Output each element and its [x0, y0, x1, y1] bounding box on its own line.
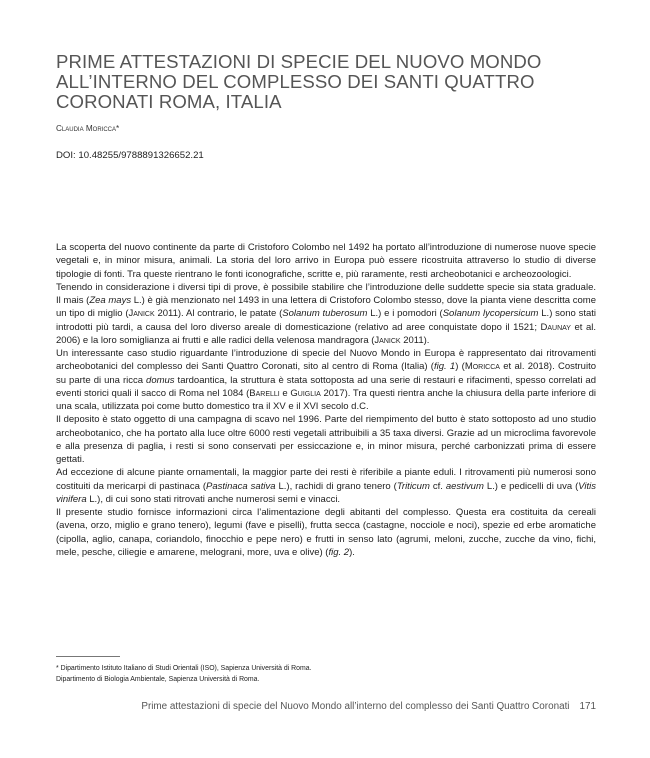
text-run: L.) e pedicelli di uva ( — [483, 480, 579, 492]
citation-author: Guiglia — [290, 387, 321, 399]
species-name: Solanum tuberosum — [282, 308, 368, 320]
text-run: et al. 2018). Costruito su parte di una ricca — [56, 361, 596, 386]
text-run: ). — [349, 546, 355, 558]
citation-author: Daunay — [540, 321, 571, 333]
latin-term: domus — [146, 374, 175, 386]
article-body — [56, 241, 596, 559]
text-run: cf. — [429, 480, 446, 492]
text-run: Ad eccezione di alcune piante ornamentali, la maggior parte dei resti è riferibile a piante eduli. I ritrovamenti più numerosi sono costituiti da mericarpi di pastinaca ( — [56, 467, 596, 492]
paragraph-2 — [56, 281, 596, 347]
species-name: Triticum — [396, 480, 430, 492]
text-run: 2011). — [400, 334, 430, 346]
figure-reference: fig. 2 — [328, 546, 350, 558]
citation-author: Janick — [374, 334, 401, 346]
paragraph-5 — [56, 466, 596, 506]
citation-author: Janick — [128, 308, 155, 320]
text-run: tardoantica, la struttura è stata sottoposta ad una serie di restauri e rifacimenti, spesso correlati ad eventi storici quali il sacco di Roma nel 1084 ( — [56, 374, 597, 399]
paragraph-4: Il deposito è stato oggetto di una campagna di scavo nel 1996. Parte del riempimento del butto è stato sottoposto ad uno studio archeobotanico, che ha portato alla luce oltre 6000 resti vegetali attribuibili a 35 taxa diversi. Grazie ad un microclima favorevole e alla presenza di paglia, i resti si sono conservati per essiccazione e, in minor misura, perché carbonizzati prima di essere gettati. — [56, 414, 596, 465]
footnote-divider — [56, 656, 120, 657]
footnotes — [56, 664, 311, 685]
text-run: 2011). Al contrario, le patate ( — [154, 308, 283, 320]
text-run: Il presente studio fornisce informazioni circa l’alimentazione degli abitanti del complesso. Questa era costituita da cereali (avena, orzo, miglio e grano tenero), legumi (fave e piselli), frutta secca (castagne, nocciole e noci), spezie ed erbe aromatiche (cipolla, aglio, canapa, coriandolo, finocchio e pepe nero) e frutti in senso lato (agrumi, meloni, zucche, zucche da vino, fichi, mele, pesche, ciliegie e amarene, melograni, more, uva e olive) ( — [56, 507, 596, 558]
article-title: PRIME ATTESTAZIONI DI SPECIE DEL NUOVO MONDO ALL’INTERNO DEL COMPLESSO DEI SANTI QUATTRO CORONATI ROMA, ITALIA — [56, 51, 542, 112]
citation-author: Moricca — [464, 361, 500, 373]
text-run: 2017). Tra questi rientra anche la chiusura della parte inferiore di una scala, utilizzata poi come butto domestico tra il XV e il XVI secolo d.C. — [56, 387, 597, 412]
text-run: Tenendo in considerazione i diversi tipi di prove, è possibile stabilire che l’introduzione delle suddette specie sia stata graduale. Il mais ( — [56, 281, 596, 306]
species-name: Pastinaca sativa — [206, 480, 276, 492]
text-run: L.) sono stati introdotti più tardi, a causa del loro diverso areale di domesticazione (relativo ad aree conquistate dopo il 1521; — [56, 308, 597, 333]
text-run: et al. 2006) e la loro somiglianza ai frutti e alle radici della velenosa mandragora ( — [56, 321, 596, 346]
species-name: Solanum lycopersicum — [442, 308, 539, 320]
paragraph-1: La scoperta del nuovo continente da parte di Cristoforo Colombo nel 1492 ha portato all’introduzione di numerose nuove specie vegetali e, in minor misura, animali. La storia del loro arrivo in Europa può essere ricostruita attraverso lo studio di diverse tipologie di fonti. Tra queste rientrano le fonti iconografiche, scritte e, più raramente, resti archeobotanici e archeozoologici. — [56, 242, 596, 280]
running-footer-title: Prime attestazioni di specie del Nuovo Mondo all’interno del complesso dei Santi Quattro Coronati — [141, 701, 570, 712]
footnote-affiliation-1: * Dipartimento Istituto Italiano di Studi Orientali (ISO), Sapienza Università di Roma. — [56, 665, 312, 672]
text-run: ) ( — [455, 361, 465, 373]
species-name: aestivum — [445, 480, 484, 492]
citation-author: Barelli — [249, 387, 280, 399]
footnote-affiliation-2: Dipartimento di Biologia Ambientale, Sapienza Università di Roma. — [56, 675, 260, 683]
author-name — [56, 124, 119, 133]
species-name: Zea mays — [89, 295, 132, 306]
text-run: L.) è già menzionato nel 1493 in una lettera di Cristoforo Colombo stesso, dove la pianta viene descritta come un tipo di miglio ( — [56, 295, 596, 320]
doi: DOI: 10.48255/9788891326652.21 — [56, 150, 204, 161]
paragraph-3 — [56, 347, 596, 413]
text-run: Un interessante caso studio riguardante l’introduzione di specie del Nuovo Mondo in Europa è rappresentato dai ritrovamenti archeobotanici del complesso dei Santi Quattro Coronati, sito al centro di Roma (Italia) ( — [56, 348, 596, 373]
running-footer — [141, 701, 596, 712]
text-run: L.), rachidi di grano tenero ( — [275, 480, 397, 492]
author-name-text: Claudia Moricca* — [56, 124, 120, 133]
figure-reference: fig. 1 — [433, 361, 456, 373]
text-run: L.) e i pomodori ( — [367, 308, 443, 320]
text-run: e — [279, 387, 291, 399]
species-name: Vitis vinifera — [56, 480, 597, 505]
text-run: L.), di cui sono stati ritrovati anche numerosi semi e vinacci. — [86, 493, 341, 505]
page-number: 171 — [579, 701, 596, 712]
paragraph-6 — [56, 506, 596, 559]
